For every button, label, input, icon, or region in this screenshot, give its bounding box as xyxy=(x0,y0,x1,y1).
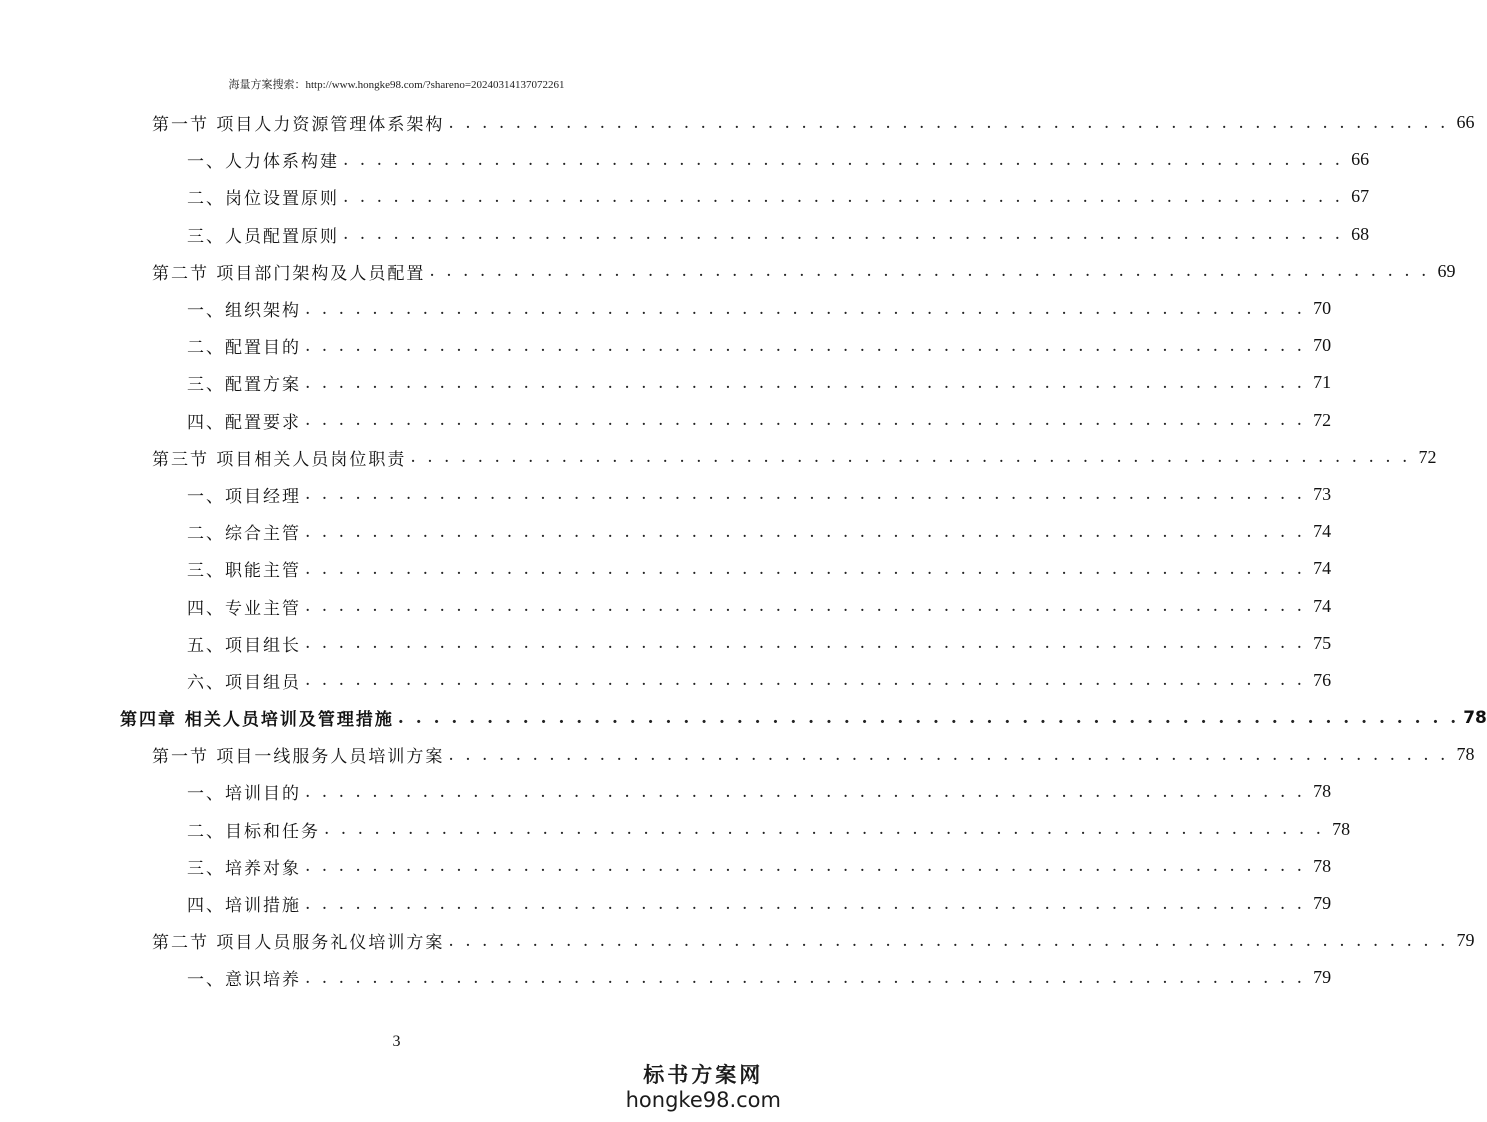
site-watermark xyxy=(626,1062,781,1112)
toc-entry-page-number: 78 xyxy=(1463,707,1487,728)
toc-dot-leader: . . . . . . . . . . . . . . . . . . . . . . . . . . . . . . . . . . . . . . . . . . . . . . . . . . . . . . . . . . . . xyxy=(397,707,1460,728)
toc-entry-page-number: 74 xyxy=(1313,558,1332,579)
toc-entry-title: 第二节 项目人员服务礼仪培训方案 xyxy=(152,933,445,954)
toc-entry-item[interactable] xyxy=(0,625,1332,662)
toc-entry-page-number: 78 xyxy=(1456,744,1475,765)
toc-entry-title: 五、项目组长 xyxy=(187,635,301,656)
toc-entry-page-number: 68 xyxy=(1351,223,1370,244)
toc-entry-title: 一、人力体系构建 xyxy=(187,152,339,173)
toc-dot-leader: . . . . . . . . . . . . . . . . . . . . . . . . . . . . . . . . . . . . . . . . . . . . . . . . . . . . . . . . . . . . xyxy=(305,856,1306,877)
toc-entry-page-number: 66 xyxy=(1351,149,1370,170)
toc-entry-title: 一、培训目的 xyxy=(187,784,301,805)
toc-entry-item[interactable] xyxy=(0,402,1332,439)
toc-entry-item[interactable] xyxy=(0,178,1370,215)
toc-entry-item[interactable] xyxy=(0,550,1332,587)
toc-entry-page-number: 75 xyxy=(1313,632,1332,653)
toc-dot-leader: . . . . . . . . . . . . . . . . . . . . . . . . . . . . . . . . . . . . . . . . . . . . . . . . . . . . . . . . . . . . xyxy=(410,447,1411,468)
toc-dot-leader: . . . . . . . . . . . . . . . . . . . . . . . . . . . . . . . . . . . . . . . . . . . . . . . . . . . . . . . . . . . . xyxy=(343,186,1344,207)
toc-dot-leader: . . . . . . . . . . . . . . . . . . . . . . . . . . . . . . . . . . . . . . . . . . . . . . . . . . . . . . . . . . . . xyxy=(305,670,1306,691)
toc-dot-leader: . . . . . . . . . . . . . . . . . . . . . . . . . . . . . . . . . . . . . . . . . . . . . . . . . . . . . . . . . . . . xyxy=(305,335,1306,356)
toc-entry-title: 二、综合主管 xyxy=(187,524,301,545)
toc-entry-title: 第二节 项目部门架构及人员配置 xyxy=(152,263,426,284)
toc-dot-leader: . . . . . . . . . . . . . . . . . . . . . . . . . . . . . . . . . . . . . . . . . . . . . . . . . . . . . . . . . . . . xyxy=(305,410,1306,431)
toc-entry-title: 一、意识培养 xyxy=(187,970,301,991)
toc-dot-leader: . . . . . . . . . . . . . . . . . . . . . . . . . . . . . . . . . . . . . . . . . . . . . . . . . . . . . . . . . . . . xyxy=(324,819,1325,840)
toc-entry-page-number: 79 xyxy=(1313,967,1332,988)
toc-entry-title: 四、培训措施 xyxy=(187,896,301,917)
toc-dot-leader: . . . . . . . . . . . . . . . . . . . . . . . . . . . . . . . . . . . . . . . . . . . . . . . . . . . . . . . . . . . . xyxy=(305,967,1306,988)
toc-dot-leader: . . . . . . . . . . . . . . . . . . . . . . . . . . . . . . . . . . . . . . . . . . . . . . . . . . . . . . . . . . . . xyxy=(429,261,1430,282)
toc-entry-title: 二、配置目的 xyxy=(187,338,301,359)
toc-entry-title: 六、项目组员 xyxy=(187,672,301,693)
toc-dot-leader: . . . . . . . . . . . . . . . . . . . . . . . . . . . . . . . . . . . . . . . . . . . . . . . . . . . . . . . . . . . . xyxy=(305,893,1306,914)
watermark-en-text: hongke98.com xyxy=(625,1088,781,1112)
toc-entry-section[interactable] xyxy=(0,104,1475,141)
toc-entry-page-number: 73 xyxy=(1313,483,1332,504)
toc-entry-item[interactable] xyxy=(0,959,1332,996)
toc-dot-leader: . . . . . . . . . . . . . . . . . . . . . . . . . . . . . . . . . . . . . . . . . . . . . . . . . . . . . . . . . . . . xyxy=(305,521,1306,542)
toc-dot-leader: . . . . . . . . . . . . . . . . . . . . . . . . . . . . . . . . . . . . . . . . . . . . . . . . . . . . . . . . . . . . xyxy=(448,112,1449,133)
toc-entry-title: 第三节 项目相关人员岗位职责 xyxy=(152,449,407,470)
toc-entry-item[interactable] xyxy=(0,811,1351,848)
toc-dot-leader: . . . . . . . . . . . . . . . . . . . . . . . . . . . . . . . . . . . . . . . . . . . . . . . . . . . . . . . . . . . . xyxy=(305,372,1306,393)
toc-entry-page-number: 66 xyxy=(1456,112,1475,133)
toc-entry-title: 二、目标和任务 xyxy=(187,821,320,842)
toc-entry-section[interactable] xyxy=(0,736,1475,773)
toc-entry-page-number: 79 xyxy=(1313,893,1332,914)
toc-entry-title: 第四章 相关人员培训及管理措施 xyxy=(120,710,394,731)
toc-entry-title: 三、职能主管 xyxy=(187,561,301,582)
toc-entry-page-number: 78 xyxy=(1313,781,1332,802)
toc-entry-title: 一、项目经理 xyxy=(187,486,301,507)
toc-entry-page-number: 74 xyxy=(1313,595,1332,616)
toc-entry-page-number: 71 xyxy=(1313,372,1332,393)
toc-entry-item[interactable] xyxy=(0,773,1332,810)
watermark-cn-text: 标书方案网 xyxy=(643,1062,764,1087)
toc-dot-leader: . . . . . . . . . . . . . . . . . . . . . . . . . . . . . . . . . . . . . . . . . . . . . . . . . . . . . . . . . . . . xyxy=(343,149,1344,170)
toc-entry-page-number: 79 xyxy=(1456,930,1475,951)
toc-entry-item[interactable] xyxy=(0,476,1332,513)
toc-entry-page-number: 78 xyxy=(1313,855,1332,876)
toc-entry-page-number: 72 xyxy=(1418,446,1437,467)
toc-dot-leader: . . . . . . . . . . . . . . . . . . . . . . . . . . . . . . . . . . . . . . . . . . . . . . . . . . . . . . . . . . . . xyxy=(305,633,1306,654)
toc-entry-title: 三、人员配置原则 xyxy=(187,226,339,247)
toc-entry-section[interactable] xyxy=(0,439,1437,476)
toc-entry-title: 第一节 项目人力资源管理体系架构 xyxy=(152,115,445,136)
toc-entry-page-number: 70 xyxy=(1313,298,1332,319)
toc-dot-leader: . . . . . . . . . . . . . . . . . . . . . . . . . . . . . . . . . . . . . . . . . . . . . . . . . . . . . . . . . . . . xyxy=(343,224,1344,245)
toc-entry-page-number: 70 xyxy=(1313,335,1332,356)
toc-entry-page-number: 67 xyxy=(1351,186,1370,207)
table-of-contents xyxy=(0,104,1487,997)
toc-entry-item[interactable] xyxy=(0,290,1332,327)
toc-entry-page-number: 72 xyxy=(1313,409,1332,430)
toc-entry-title: 第一节 项目一线服务人员培训方案 xyxy=(152,747,445,768)
toc-entry-item[interactable] xyxy=(0,513,1332,550)
toc-entry-page-number: 76 xyxy=(1313,669,1332,690)
toc-entry-title: 三、培养对象 xyxy=(187,858,301,879)
toc-entry-page-number: 78 xyxy=(1332,818,1351,839)
toc-entry-title: 三、配置方案 xyxy=(187,375,301,396)
toc-dot-leader: . . . . . . . . . . . . . . . . . . . . . . . . . . . . . . . . . . . . . . . . . . . . . . . . . . . . . . . . . . . . xyxy=(305,298,1306,319)
header-share-url: 海量方案搜索：http://www.hongke98.com/?shareno=20240314137072261 xyxy=(228,79,565,91)
toc-entry-title: 一、组织架构 xyxy=(187,301,301,322)
toc-entry-item[interactable] xyxy=(0,141,1370,178)
toc-dot-leader: . . . . . . . . . . . . . . . . . . . . . . . . . . . . . . . . . . . . . . . . . . . . . . . . . . . . . . . . . . . . xyxy=(305,781,1306,802)
toc-entry-item[interactable] xyxy=(0,587,1332,624)
toc-entry-section[interactable] xyxy=(0,922,1475,959)
toc-dot-leader: . . . . . . . . . . . . . . . . . . . . . . . . . . . . . . . . . . . . . . . . . . . . . . . . . . . . . . . . . . . . xyxy=(448,930,1449,951)
toc-entry-item[interactable] xyxy=(0,885,1332,922)
toc-entry-page-number: 74 xyxy=(1313,521,1332,542)
toc-entry-item[interactable] xyxy=(0,327,1332,364)
toc-dot-leader: . . . . . . . . . . . . . . . . . . . . . . . . . . . . . . . . . . . . . . . . . . . . . . . . . . . . . . . . . . . . xyxy=(305,596,1306,617)
page-number: 3 xyxy=(392,1033,401,1050)
toc-entry-title: 四、专业主管 xyxy=(187,598,301,619)
toc-dot-leader: . . . . . . . . . . . . . . . . . . . . . . . . . . . . . . . . . . . . . . . . . . . . . . . . . . . . . . . . . . . . xyxy=(305,484,1306,505)
toc-entry-title: 二、岗位设置原则 xyxy=(187,189,339,210)
toc-dot-leader: . . . . . . . . . . . . . . . . . . . . . . . . . . . . . . . . . . . . . . . . . . . . . . . . . . . . . . . . . . . . xyxy=(305,558,1306,579)
toc-entry-item[interactable] xyxy=(0,216,1370,253)
toc-entry-item[interactable] xyxy=(0,848,1332,885)
toc-entry-title: 四、配置要求 xyxy=(187,412,301,433)
toc-dot-leader: . . . . . . . . . . . . . . . . . . . . . . . . . . . . . . . . . . . . . . . . . . . . . . . . . . . . . . . . . . . . xyxy=(448,744,1449,765)
toc-entry-item[interactable] xyxy=(0,662,1332,699)
toc-entry-page-number: 69 xyxy=(1437,260,1456,281)
toc-entry-chapter[interactable] xyxy=(0,699,1487,736)
toc-entry-item[interactable] xyxy=(0,364,1332,401)
toc-entry-section[interactable] xyxy=(0,253,1456,290)
